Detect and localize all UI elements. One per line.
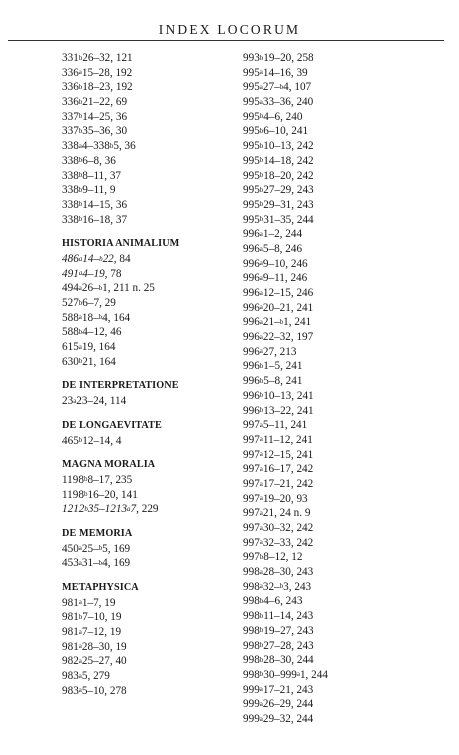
section-heading: MAGNA MORALIA (62, 459, 156, 471)
index-entry: 996$^a$5–8, 246 (243, 242, 303, 255)
index-entry: 981$^a$1–7, 19 (62, 596, 116, 609)
index-entry: 630$^b$21, 164 (62, 355, 116, 368)
index-entry: 997$^a$11–12, 241 (243, 433, 313, 446)
section-heading: DE INTERPRETATIONE (62, 380, 179, 392)
index-entry: 981$^b$7–10, 19 (62, 611, 122, 624)
index-entry: 527$^b$6–7, 29 (62, 297, 116, 309)
index-entry: 996$^a$22–32, 197 (243, 331, 314, 344)
index-entry: 996$^b$10–13, 241 (243, 389, 314, 402)
index-left-column (62, 51, 227, 699)
section-gap (62, 409, 227, 419)
index-entry: 995$^b$6–10, 241 (243, 125, 309, 138)
index-entry: 997$^a$5–11, 241 (243, 419, 308, 432)
index-entry: 998$^b$19–27, 243 (243, 624, 314, 637)
index-entry: 486$^a$14–$^b$22, 84 (62, 252, 131, 265)
index-entry: 588$^b$4–12, 46 (62, 326, 122, 339)
index-entry: 996$^b$1–5, 241 (243, 360, 303, 373)
index-entry: 338$^b$9–11, 9 (62, 184, 116, 197)
index-entry: 995$^b$27–29, 243 (243, 184, 314, 197)
index-entry: 996$^a$12–15, 246 (243, 287, 314, 299)
index-entry: 336$^b$21–22, 69 (62, 96, 128, 109)
index-entry: 23$^a$23–24, 114 (62, 395, 127, 408)
page-header: INDEX LOCORUM (158, 22, 301, 37)
index-entry: 338$^b$14–15, 36 (62, 198, 128, 211)
index-entry: 983$^a$5, 279 (62, 670, 110, 683)
index-entry: 993$^b$19–20, 258 (243, 52, 314, 64)
index-entry: 999$^a$26–29, 244 (243, 698, 314, 711)
index-entry: 995$^a$27–$^b$4, 107 (243, 81, 312, 94)
index-entry: 997$^a$12–15, 241 (243, 448, 314, 461)
index-entry: 338$^b$16–18, 37 (62, 213, 128, 226)
section-gap (62, 369, 227, 379)
index-entry: 998$^a$28–30, 243 (243, 566, 314, 579)
index-entry: 995$^b$14–18, 242 (243, 154, 314, 167)
index-entry: 995$^b$31–35, 244 (243, 213, 314, 226)
index-entry: 997$^a$21, 24 n. 9 (243, 507, 311, 520)
index-entry: 336$^a$15–28, 192 (62, 66, 133, 79)
index-entry: 983$^a$5–10, 278 (62, 684, 127, 697)
index-entry: 337$^b$35–36, 30 (62, 125, 128, 138)
index-entry: 1212$^b$35–1213$^a$7, 229 (62, 503, 159, 516)
index-entry: 465$^b$12–14, 4 (62, 434, 122, 447)
index-entry: 1198$^b$8–17, 235 (62, 473, 133, 486)
index-entry: 995$^b$4–6, 240 (243, 110, 303, 123)
section-gap (62, 448, 227, 458)
index-entry: 996$^a$20–21, 241 (243, 301, 314, 314)
index-entry: 494$^a$26–$^b$1, 211 n. 25 (62, 282, 155, 295)
index-entry: 336$^b$18–23, 192 (62, 81, 133, 94)
section-gap (62, 517, 227, 527)
section-gap (62, 571, 227, 581)
index-entry: 996$^a$1–2, 244 (243, 228, 303, 241)
index-entry: 995$^b$10–13, 242 (243, 140, 314, 153)
index-entry: 338$^b$6–8, 36 (62, 154, 116, 167)
index-entry: 450$^a$25–$^b$5, 169 (62, 542, 131, 555)
index-entry: 999$^a$17–21, 243 (243, 683, 314, 696)
index-entry: 338$^b$8–11, 37 (62, 169, 122, 182)
index-entry: 615$^a$19, 164 (62, 341, 116, 354)
section-heading: METAPHYSICA (62, 582, 139, 593)
index-entry: 998$^b$11–14, 243 (243, 610, 314, 623)
index-entry: 995$^a$14–16, 39 (243, 66, 308, 79)
index-right-column (243, 51, 443, 727)
index-entry: 337$^b$14–25, 36 (62, 110, 128, 123)
index-entry: 996$^a$9–11, 246 (243, 272, 308, 285)
index-entry: 997$^a$32–33, 242 (243, 536, 314, 549)
index-entry: 1198$^b$16–20, 141 (62, 488, 138, 501)
index-entry: 981$^a$7–12, 19 (62, 626, 122, 639)
index-entry: 995$^b$18–20, 242 (243, 169, 314, 182)
index-entry: 588$^a$18–$^b$4, 164 (62, 311, 131, 324)
index-entry: 996$^a$27, 213 (243, 345, 297, 358)
section-heading: HISTORIA ANIMALIUM (62, 238, 180, 250)
index-entry: 997$^a$30–32, 242 (243, 522, 314, 534)
index-entry: 997$^a$19–20, 93 (243, 492, 308, 505)
section-heading: DE LONGAEVITATE (62, 419, 162, 431)
index-entry: 996$^a$21–$^b$1, 241 (243, 316, 312, 329)
index-entry: 998$^b$28–30, 244 (243, 654, 314, 667)
header-rule (8, 40, 444, 41)
index-entry: 995$^a$33–36, 240 (243, 96, 314, 109)
index-entry: 996$^a$9–10, 246 (243, 257, 308, 270)
section-gap (62, 227, 227, 237)
index-entry: 998$^b$30–999$^a$1, 244 (243, 668, 328, 681)
index-entry: 998$^b$27–28, 243 (243, 639, 314, 652)
index-entry: 998$^a$32–$^b$3, 243 (243, 580, 312, 593)
index-entry: 491$^a$4–19, 78 (62, 267, 122, 280)
index-entry: 453$^a$31–$^b$4, 169 (62, 557, 131, 570)
index-entry: 995$^b$29–31, 243 (243, 198, 314, 211)
index-entry: 982$^a$25–27, 40 (62, 655, 127, 668)
index-entry: 996$^b$13–22, 241 (243, 404, 314, 417)
index-entry: 999$^a$29–32, 244 (243, 712, 314, 725)
index-entry: 997$^a$16–17, 242 (243, 463, 314, 476)
index-entry: 331$^b$26–32, 121 (62, 52, 133, 64)
index-entry: 997$^b$8–12, 12 (243, 551, 303, 564)
section-heading: DE MEMORIA (62, 527, 133, 539)
index-entry: 997$^a$17–21, 242 (243, 477, 314, 490)
index-entry: 998$^b$4–6, 243 (243, 595, 303, 608)
index-entry: 338$^a$4–338$^b$5, 36 (62, 140, 136, 153)
index-entry: 996$^b$5–8, 241 (243, 375, 303, 388)
index-entry: 981$^a$28–30, 19 (62, 640, 127, 653)
